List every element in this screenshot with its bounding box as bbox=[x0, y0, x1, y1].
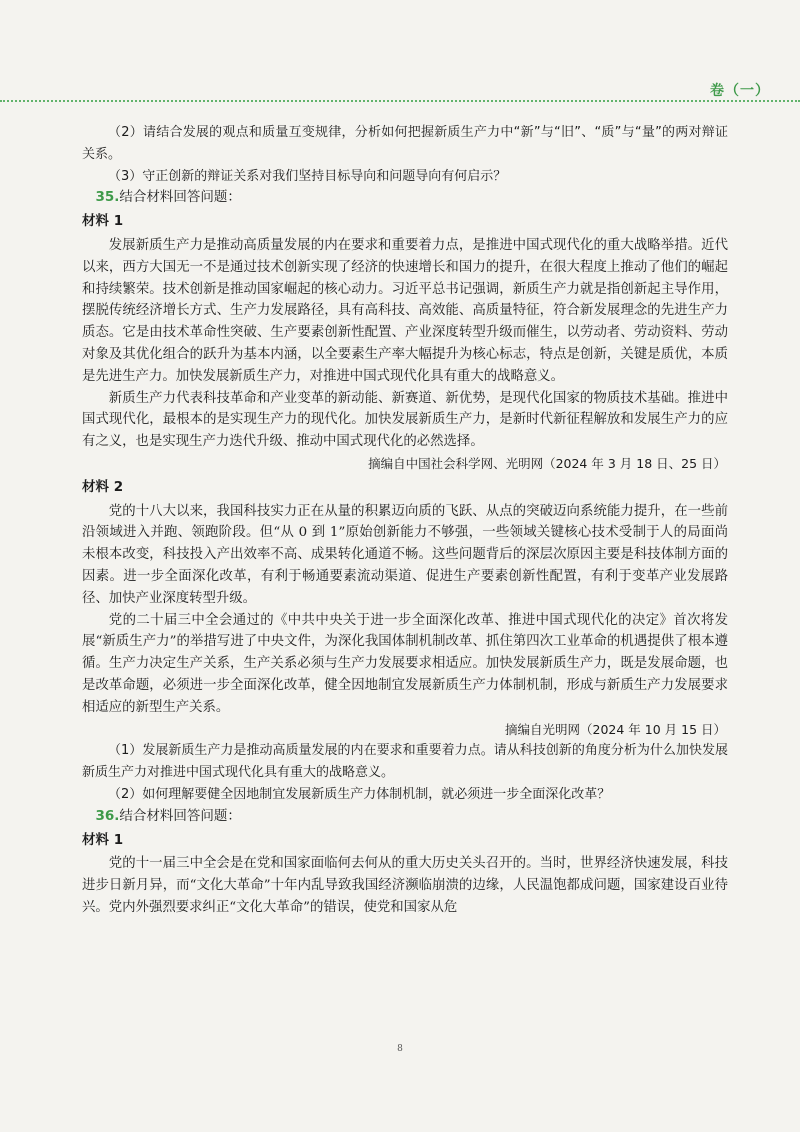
q34-sub3: （3）守正创新的辩证关系对我们坚持目标导向和问题导向有何启示？ bbox=[108, 168, 507, 184]
q35-title: 结合材料回答问题： bbox=[119, 189, 241, 206]
q35-heading bbox=[96, 187, 729, 209]
q35-number: 35. bbox=[95, 189, 120, 206]
q35-material1-para2: 新质生产力代表科技革命和产业变革的新动能、新赛道、新优势，是现代化国家的物质技术基础。推进中国式现代化，最根本的是实现生产力的现代化。加快发展新质生产力，是新时代新征程解放和发展生产力的应有之义，也是实现生产力迭代升级、推动中国式现代化的必然选择。 bbox=[82, 390, 728, 450]
q35-material2-source: 摘编自光明网（2024 年 10 月 15 日） bbox=[505, 721, 726, 737]
q35-sub2: （2）如何理解要健全因地制宜发展新质生产力体制机制，就必须进一步全面深化改革？ bbox=[108, 786, 611, 802]
volume-label: 卷（一） bbox=[710, 83, 770, 99]
q34-sub2: （2）请结合发展的观点和质量互变规律，分析如何把握新质生产力中“新”与“旧”、“质”与“量”的两对辩证关系。 bbox=[82, 125, 728, 162]
q36-heading bbox=[96, 806, 729, 828]
page-number: 8 bbox=[397, 1044, 403, 1054]
page-content bbox=[82, 122, 728, 919]
q35-material2-para1: 党的十八大以来，我国科技实力正在从量的积累迈向质的飞跃、从点的突破迈向系统能力提升，在一些前沿领域进入并跑、领跑阶段。但“从 0 到 1”原始创新能力不够强，一些领域关键核心技术受制于人的局面尚未根本改变，科技投入产出效率不高、成果转化通道不畅。这些问题背后的深层次原因主要是科技体制方面的因素。进一步全面深化改革，有利于畅通要素流动渠道、促进生产要素创新性配置，有利于变革产业发展路径、加快产业深度转型升级。 bbox=[82, 503, 728, 606]
q35-material2-label: 材料 2 bbox=[82, 478, 124, 495]
q36-material1-para1: 党的十一届三中全会是在党和国家面临何去何从的重大历史关头召开的。当时，世界经济快速发展，科技进步日新月异，而“文化大革命”十年内乱导致我国经济濒临崩溃的边缘，人民温饱都成问题，国家建设百业待兴。党内外强烈要求纠正“文化大革命”的错误，使党和国家从危 bbox=[82, 856, 728, 915]
q36-material1-label: 材料 1 bbox=[82, 831, 124, 848]
q35-material2-para2: 党的二十届三中全会通过的《中共中央关于进一步全面深化改革、推进中国式现代化的决定》首次将发展“新质生产力”的举措写进了中央文件，为深化我国体制机制改革、抓住第四次工业革命的机遇提供了根本遵循。生产力决定生产关系，生产关系必须与生产力发展要求相适应。加快发展新质生产力，既是发展命题，也是改革命题，必须进一步全面深化改革，健全因地制宜发展新质生产力体制机制，形成与新质生产力发展要求相适应的新型生产关系。 bbox=[82, 612, 728, 715]
q35-sub1: （1）发展新质生产力是推动高质量发展的内在要求和重要着力点。请从科技创新的角度分析为什么加快发展新质生产力对推进中国式现代化具有重大的战略意义。 bbox=[82, 743, 728, 781]
q35-material1-label: 材料 1 bbox=[82, 213, 124, 230]
q35-material1-source: 摘编自中国社会科学网、光明网（2024 年 3 月 18 日、25 日） bbox=[368, 455, 726, 471]
q36-title: 结合材料回答问题： bbox=[119, 807, 241, 824]
q36-number: 36. bbox=[95, 807, 120, 824]
header-divider bbox=[0, 100, 800, 102]
page-header bbox=[0, 60, 800, 104]
q35-material1-para1: 发展新质生产力是推动高质量发展的内在要求和重要着力点，是推进中国式现代化的重大战略举措。近代以来，西方大国无一不是通过技术创新实现了经济的快速增长和国力的提升，在很大程度上推动了他们的崛起和持续繁荣。技术创新是推动国家崛起的核心动力。习近平总书记强调，新质生产力就是指创新起主导作用，摆脱传统经济增长方式、生产力发展路径，具有高科技、高效能、高质量特征，符合新发展理念的先进生产力质态。它是由技术革命性突破、生产要素创新性配置、产业深度转型升级而催生，以劳动者、劳动资料、劳动对象及其优化组合的跃升为基本内涵，以全要素生产率大幅提升为核心标志，特点是创新，关键是质优，本质是先进生产力。加快发展新质生产力，对推进中国式现代化具有重大的战略意义。 bbox=[82, 237, 728, 384]
